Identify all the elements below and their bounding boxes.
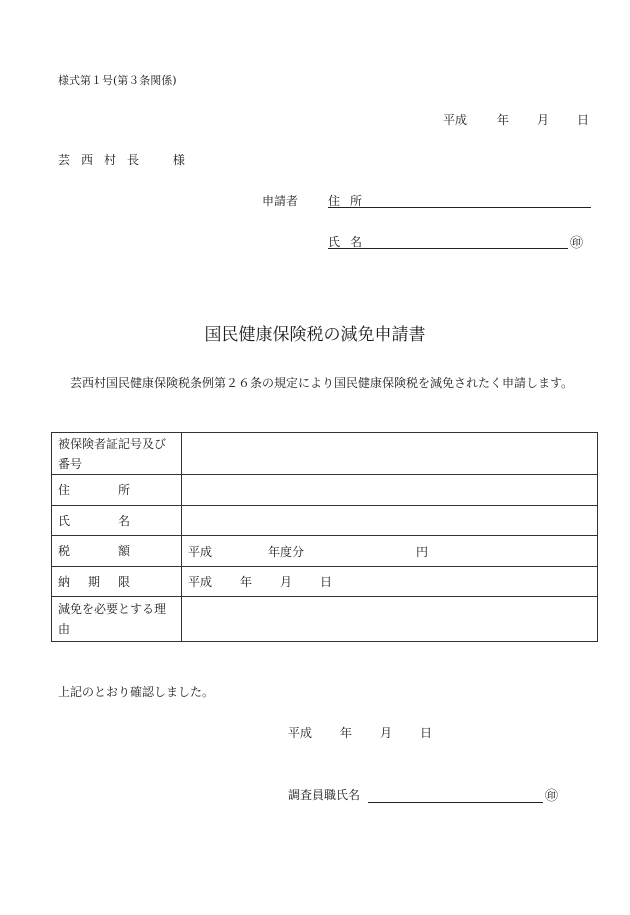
date-era: 平成	[443, 113, 468, 127]
confirmation-date	[288, 724, 432, 741]
date-month-unit: 月	[537, 113, 550, 127]
due-day-unit: 日	[320, 575, 333, 589]
addressee-char: 長	[127, 153, 151, 167]
due-date-label: 納 期 限	[52, 567, 182, 597]
addressee-char: 村	[104, 153, 128, 167]
submission-date	[443, 111, 589, 128]
insured-card-number-label: 被保険者証記号及び番号	[52, 433, 182, 475]
confirmation-text: 上記のとおり確認しました。	[58, 685, 215, 699]
addressee	[58, 151, 196, 168]
date-day-unit: 日	[577, 113, 590, 127]
request-statement: 芸西村国民健康保険税条例第２６条の規定により国民健康保険税を減免されたく申請します。	[70, 376, 574, 390]
confirm-month-unit: 月	[380, 726, 393, 740]
confirm-day-unit: 日	[420, 726, 433, 740]
document-title: 国民健康保険税の減免申請書	[204, 325, 426, 345]
details-table	[51, 432, 598, 642]
inspector-name-field[interactable]	[368, 784, 543, 803]
addressee-honorific: 様	[172, 153, 196, 167]
tax-era: 平成	[188, 544, 213, 559]
applicant-label: 申請者	[262, 194, 299, 208]
form-number: 様式第１号(第３条関係)	[58, 74, 177, 87]
tax-fiscal-year-unit: 年度分	[268, 544, 305, 559]
applicant-name-field[interactable]	[328, 230, 568, 249]
tax-yen-unit: 円	[416, 544, 429, 559]
due-month-unit: 月	[280, 575, 293, 589]
confirm-year-unit: 年	[340, 726, 353, 740]
date-year-unit: 年	[497, 113, 510, 127]
tax-amount-field[interactable]	[182, 536, 598, 567]
insured-card-number-field[interactable]	[182, 433, 598, 475]
table-row	[52, 506, 598, 536]
reason-field[interactable]	[182, 597, 598, 642]
address-label: 住所	[328, 194, 373, 208]
addressee-char: 芸	[58, 153, 82, 167]
applicant-address-field[interactable]	[328, 189, 591, 208]
name-row-label: 氏 名	[52, 506, 182, 536]
name-label: 氏名	[328, 235, 373, 249]
address-row-label: 住 所	[52, 475, 182, 506]
confirm-era: 平成	[288, 726, 313, 740]
table-row	[52, 475, 598, 506]
tax-amount-label: 税 額	[52, 536, 182, 567]
inspector-label: 調査員職氏名	[288, 788, 361, 802]
table-row	[52, 433, 598, 475]
applicant-seal-mark: ㊞	[570, 236, 584, 251]
inspector-seal-mark: ㊞	[545, 789, 559, 804]
name-row-field[interactable]	[182, 506, 598, 536]
address-row-field[interactable]	[182, 475, 598, 506]
table-row	[52, 536, 598, 567]
due-year-unit: 年	[240, 575, 253, 589]
table-row	[52, 567, 598, 597]
due-era: 平成	[188, 575, 213, 589]
due-date-field[interactable]	[182, 567, 598, 597]
table-row	[52, 597, 598, 642]
addressee-char: 西	[81, 153, 105, 167]
reason-label: 減免を必要とする理由	[52, 597, 182, 642]
